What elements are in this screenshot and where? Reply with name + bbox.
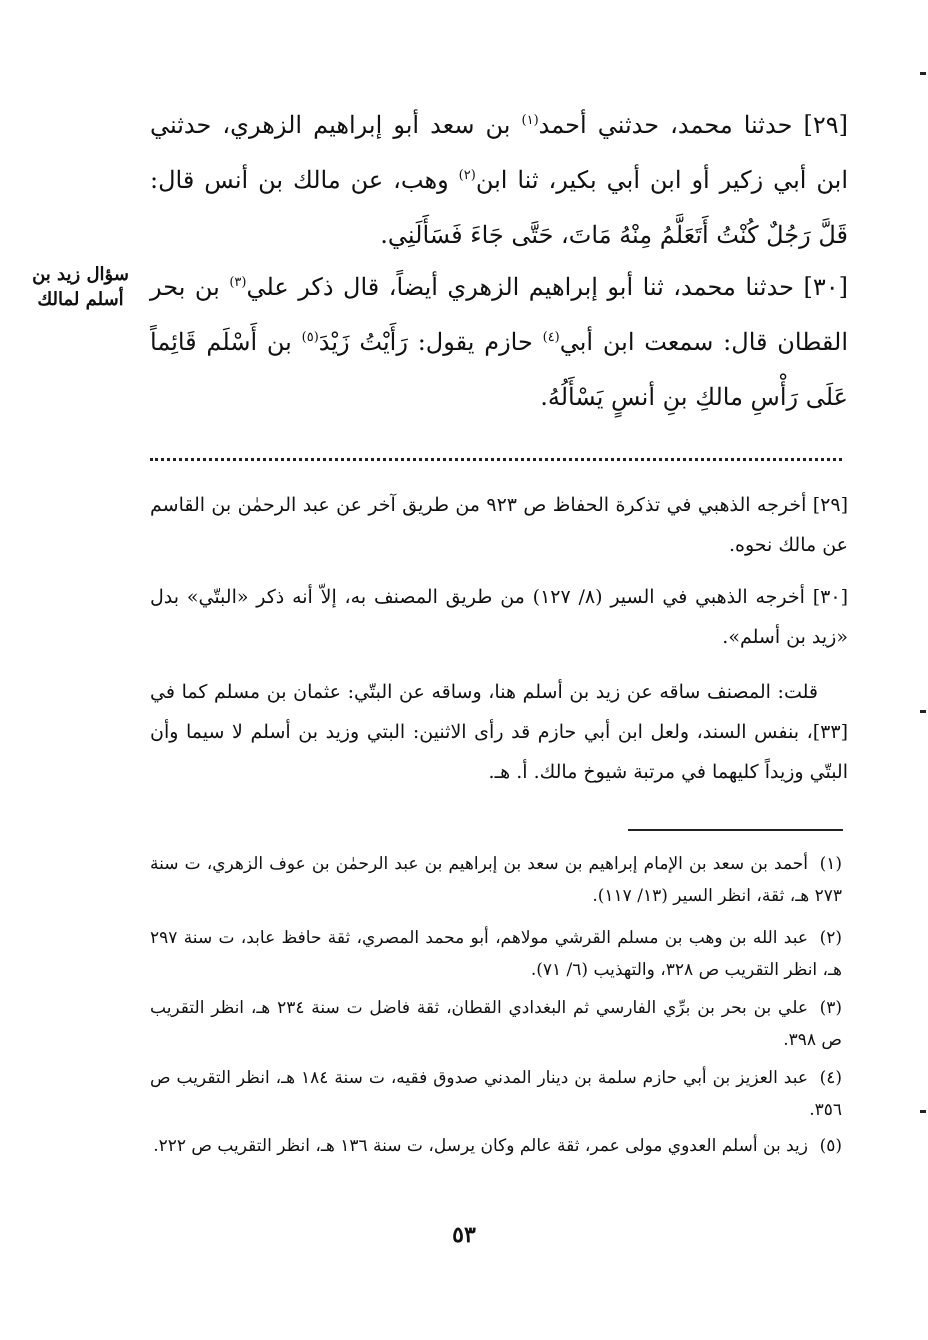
p29-text-2: وهب، عن مالك بن أنس قال: قَلَّ رَجُلٌ كُنْتُ أَتَعَلَّمُ مِنْهُ مَاتَ، حَتَّى جَاءَ فَسَأَلَنِي. (150, 166, 848, 249)
margin-note-line-1: سؤال زيد بن (32, 264, 129, 285)
paragraph-29 (150, 98, 848, 263)
note-30: [٣٠] أخرجه الذهبي في السير (٨/ ١٢٧) من طريق المصنف به، إلاّ أنه ذكر «البتّي» بدل «زيد بن أسلم». (150, 586, 848, 648)
scan-edge-mark (920, 710, 926, 713)
footnote-text: علي بن بحر بن برِّي الفارسي ثم البغدادي القطان، ثقة فاضل ت سنة ٢٣٤ هـ، انظر التقريب ص ٣٩٨. (150, 998, 842, 1050)
footnote-number: (٣) (819, 998, 842, 1018)
footnote-text: عبد العزيز بن أبي حازم سلمة بن دينار المدني صدوق فقيه، ت سنة ١٨٤ هـ، انظر التقريب ص ٣٥٦. (150, 1068, 842, 1120)
footnote-5 (150, 1130, 842, 1162)
paragraph-30 (150, 260, 848, 425)
p29-label: [٢٩] حدثنا محمد، حدثني أحمد (538, 111, 848, 139)
p30-text-2: بن بحر القطان قال: سمعت ابن أبي (150, 273, 849, 356)
footnote-ref-1: (١) (521, 113, 539, 128)
footnote-text: أحمد بن سعد بن الإمام إبراهيم بن سعد بن إبراهيم بن عبد الرحمٰن بن عوف الزهري، ت سنة ٢٧٣ هـ، ثقة، انظر السير (١٣/ ١١٧). (150, 854, 842, 906)
footnote-text: زيد بن أسلم العدوي مولى عمر، ثقة عالم وكان يرسل، ت سنة ١٣٦ هـ، انظر التقريب ص ٢٢٢. (153, 1136, 808, 1156)
p30-text-4: بن أَسْلَم قَائِماً عَلَى رَأْسِ مالكِ بنِ أنسٍ يَسْأَلُهُ. (150, 328, 848, 411)
footnote-3 (150, 992, 842, 1056)
footnote-2 (150, 922, 842, 986)
footnote-4 (150, 1062, 842, 1126)
scan-edge-mark (920, 1110, 926, 1113)
footnote-number: (٥) (819, 1136, 842, 1156)
footnote-rule (628, 829, 843, 831)
footnote-number: (٢) (819, 928, 842, 948)
footnote-ref-4: (٤) (542, 330, 560, 345)
p30-text-1: [٣٠] حدثنا محمد، ثنا أبو إبراهيم الزهري أيضاً، قال ذكر علي (246, 273, 849, 301)
dotted-separator (150, 458, 842, 461)
footnote-number: (١) (819, 854, 842, 874)
footnote-1 (150, 848, 842, 912)
scan-edge-mark (920, 72, 926, 75)
note-29: [٢٩] أخرجه الذهبي في تذكرة الحفاظ ص ٩٢٣ من طريق آخر عن عبد الرحمٰن بن القاسم عن مالك نحوه. (150, 494, 849, 556)
p30-text-3: حازم يقول: رَأَيْتُ زَيْدَ (318, 328, 543, 356)
page-number: ٥٣ (452, 1222, 476, 1248)
footnote-text: عبد الله بن وهب بن مسلم القرشي مولاهم، أبو محمد المصري، ثقة حافظ عابد، ت سنة ٢٩٧ هـ، انظر التقريب ص ٣٢٨، والتهذيب (٦/ ٧١). (150, 928, 842, 980)
p29-text-1: بن سعد أبو إبراهيم الزهري، حدثني ابن أبي زكير أو ابن أبي بكير، ثنا ابن (150, 111, 848, 194)
footnote-number: (٤) (819, 1068, 842, 1088)
footnote-ref-3: (٣) (229, 275, 247, 290)
footnote-ref-5: (٥) (301, 330, 319, 345)
margin-note-line-2: أسلم لمالك (37, 289, 124, 310)
footnote-ref-2: (٢) (458, 168, 476, 183)
editor-comment: قلت: المصنف ساقه عن زيد بن أسلم هنا، وساقه عن البتّي: عثمان بن مسلم كما في [٣٣]، بنفس السند، ولعل ابن أبي حازم قد رأى الاثنين: البتي وزيد بن أسلم لا سيما وأن البتّي وزيداً كليهما في مرتبة شيوخ مالك. أ. هـ. (150, 681, 848, 783)
margin-note (18, 262, 143, 312)
